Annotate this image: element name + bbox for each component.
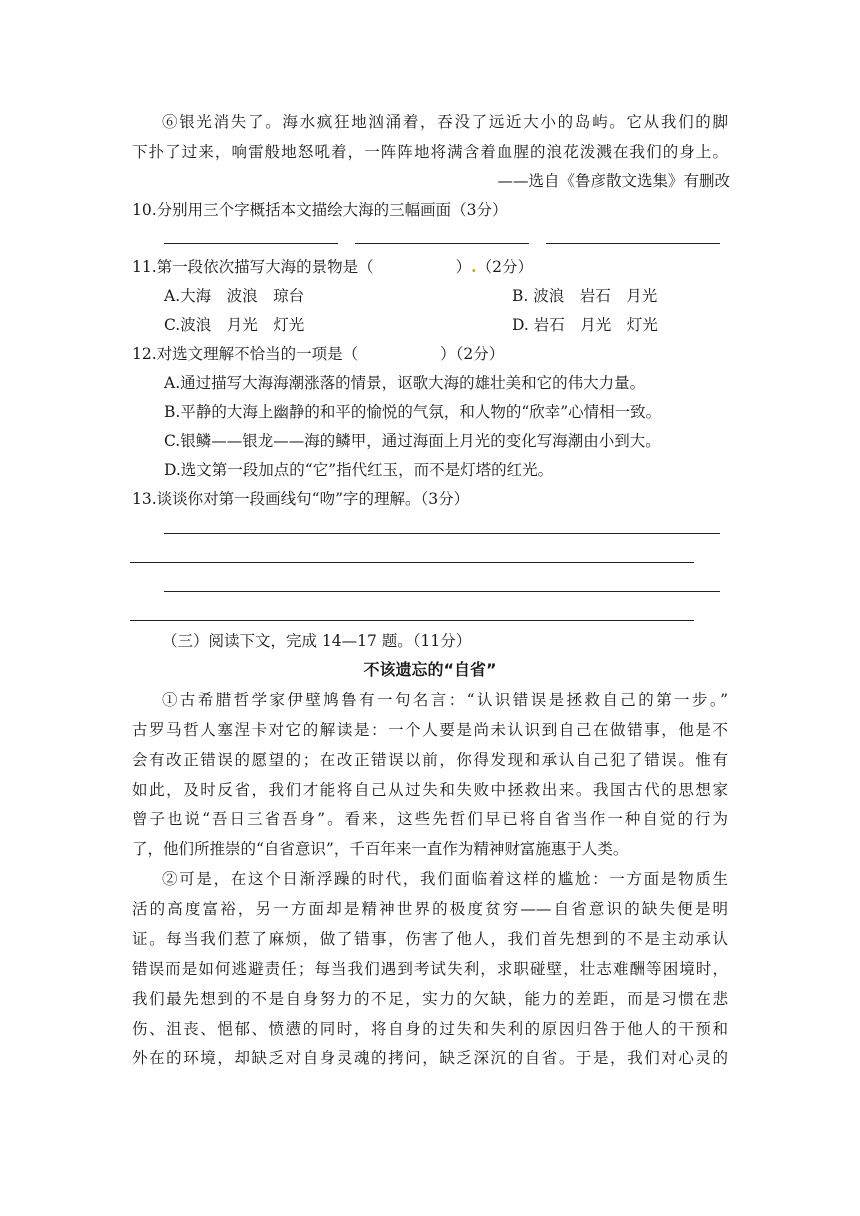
answer-blank-10-2[interactable] bbox=[355, 243, 529, 244]
option-12-c: C.银鳞——银龙——海的鳞甲，通过海面上月光的变化写海潮由小到大。 bbox=[164, 432, 661, 450]
question-10: 10.分别用三个字概括本文描绘大海的三幅画面（3分） bbox=[132, 201, 508, 219]
section-3-heading: （三）阅读下文，完成 14—17 题。（11分） bbox=[162, 632, 472, 650]
option-11-c: C.波浪 月光 灯光 bbox=[164, 316, 305, 334]
answer-blank-10-3[interactable] bbox=[546, 243, 720, 244]
answer-line-13-1[interactable] bbox=[164, 533, 720, 534]
option-12-b: B.平静的大海上幽静的和平的愉悦的气氛，和人物的“欣幸”心情相一致。 bbox=[164, 403, 662, 421]
article-line: 会有改正错误的愿望的；在改正错误以前，你得发现和承认自己犯了错误。惟有 bbox=[132, 751, 728, 769]
article-line: 了，他们所推崇的“自省意识”，千百年来一直作为精神财富施惠于人类。 bbox=[132, 840, 629, 858]
option-12-a: A.通过描写大海海潮涨落的情景，讴歌大海的雄壮美和它的伟大力量。 bbox=[164, 374, 646, 392]
passage-paragraph-6-line-1: ⑥银光消失了。海水疯狂地汹涌着，吞没了远近大小的岛屿。它从我们的脚 bbox=[162, 113, 728, 131]
article-line: 曾子也说“吾日三省吾身”。看来，这些先哲们早已将自省当作一种自觉的行为 bbox=[132, 810, 728, 828]
option-12-d: D.选文第一段加点的“它”指代红玉，而不是灯塔的红光。 bbox=[164, 461, 554, 479]
passage-source: ——选自《鲁彦散文选集》有删改 bbox=[497, 172, 730, 190]
article-line: ①古希腊哲学家伊壁鸠鲁有一句名言：“认识错误是拯救自己的第一步。” bbox=[162, 691, 728, 709]
question-13: 13.谈谈你对第一段画线句“吻”字的理解。（3分） bbox=[132, 490, 470, 508]
answer-line-13-4[interactable] bbox=[130, 620, 694, 621]
question-11-stem: 11.第一段依次描写大海的景物是（ bbox=[132, 258, 374, 276]
question-11: 11.第一段依次描写大海的景物是（ ）.（2分） bbox=[132, 257, 533, 276]
passage-paragraph-6-line-2: 下扑了过来，响雷般地怒吼着，一阵阵地将满含着血腥的浪花泼溅在我们的身上。 bbox=[132, 143, 728, 161]
article-line: 活的高度富裕，另一方面却是精神世界的极度贫穷——自省意识的缺失便是明 bbox=[132, 900, 728, 918]
answer-line-13-3[interactable] bbox=[164, 591, 720, 592]
article-title: 不该遗忘的“自省” bbox=[363, 660, 497, 679]
emphasis-dot: . bbox=[471, 257, 477, 276]
answer-line-13-2[interactable] bbox=[130, 562, 694, 563]
option-11-d: D. 岩石 月光 灯光 bbox=[512, 316, 658, 334]
article-line: 错误而是如何逃避责任；每当我们遇到考试失利，求职碰壁，壮志难酬等困境时， bbox=[132, 960, 728, 978]
question-12-stem: 12.对选文理解不恰当的一项是（ bbox=[132, 345, 359, 363]
article-line: 如此，及时反省，我们才能将自己从过失和失败中拯救出来。我国古代的思想家 bbox=[132, 781, 728, 799]
option-11-a: A.大海 波浪 琼台 bbox=[164, 287, 305, 305]
article-line: 外在的环境，却缺乏对自身灵魂的拷问，缺乏深沉的自省。于是，我们对心灵的 bbox=[132, 1049, 728, 1067]
article-line: 我们最先想到的不是自身努力的不足，实力的欠缺，能力的差距，而是习惯在悲 bbox=[132, 990, 728, 1008]
article-line: ②可是，在这个日渐浮躁的时代，我们面临着这样的尴尬：一方面是物质生 bbox=[162, 870, 728, 888]
article-line: 古罗马哲人塞涅卡对它的解读是：一个人要是尚未认识到自己在做错事，他是不 bbox=[132, 721, 728, 739]
option-11-b: B. 波浪 岩石 月光 bbox=[512, 287, 658, 305]
question-12: 12.对选文理解不恰当的一项是（ ）（2分） bbox=[132, 345, 505, 363]
article-line: 证。每当我们惹了麻烦，做了错事，伤害了他人，我们首先想到的不是主动承认 bbox=[132, 930, 728, 948]
answer-blank-10-1[interactable] bbox=[164, 243, 338, 244]
article-line: 伤、沮丧、悒郁、愤懑的同时，将自身的过失和失利的原因归咎于他人的干预和 bbox=[132, 1020, 728, 1038]
